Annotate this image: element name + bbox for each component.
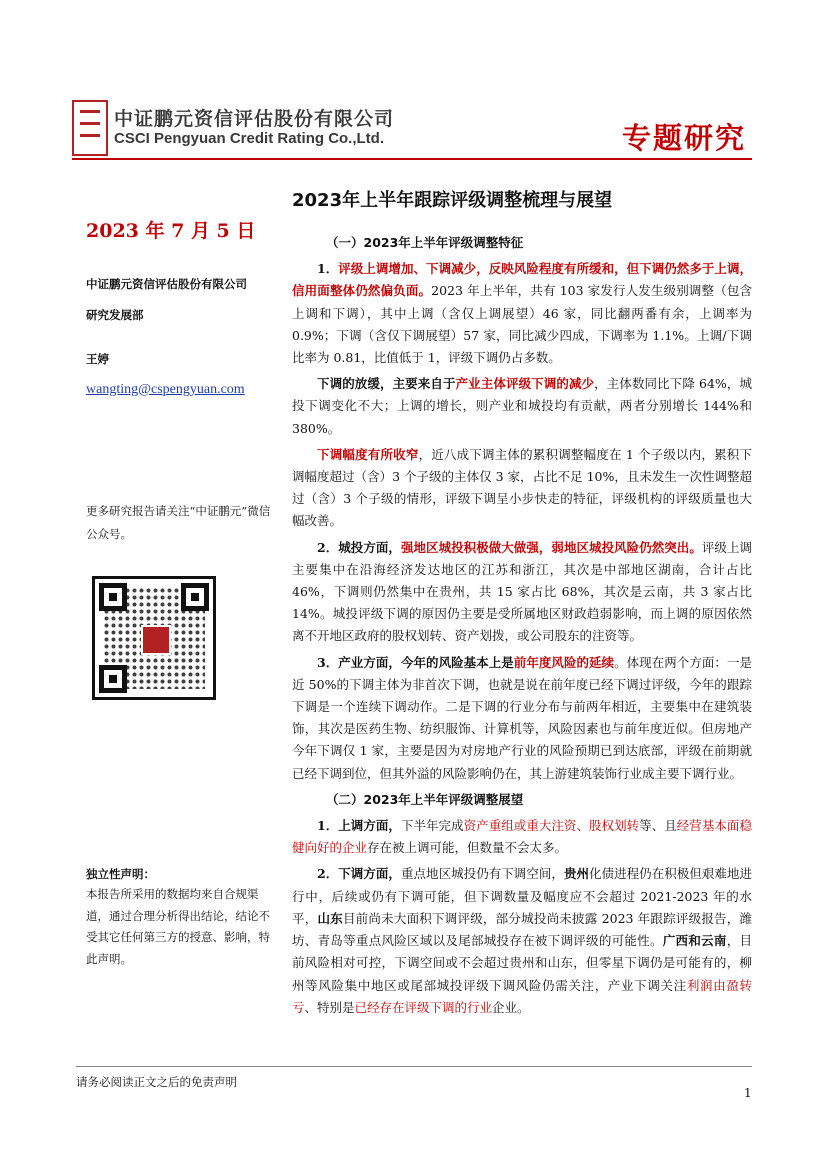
company-name-en: CSCI Pengyuan Credit Rating Co.,Ltd. bbox=[114, 130, 385, 147]
para-text: 企业。 bbox=[492, 999, 530, 1015]
page-number: 1 bbox=[744, 1086, 752, 1100]
qr-finder-top-right bbox=[181, 583, 209, 611]
para-text: 。体现在两个方面：一是近 50%的下调主体为非首次下调，也就是说在前年度已经下调过评级，今年的跟踪下调是一个连续下调动作。二是下调的行业分布与前两年相近，主要集中在建筑装饰，其次是医药生物、纺织服饰、计算机等，风险因素也与前年度近似。但房地产今年下调仅 1 家，主要是因为对房地产行业的风险预期已到达底部，评级在前期就已经下调到位，但其外溢的风险影响仍在，其上游建筑装饰行业成主要下调行业。 bbox=[292, 654, 752, 781]
para-text: 存在被上调可能，但数量不会太多。 bbox=[367, 840, 568, 856]
para-text: ，近八成下调主体的累积调整幅度在 1 个子级以内，累积下调幅度超过（含）3 个子级的主体仅 3 家，占比不足 10%，且未发生一次性调整超过（含）3 个子级的情形，评级下调呈小步快走的特征，评级机构的评级质量也大幅改善。 bbox=[292, 446, 752, 529]
report-date: 2023 年 7 月 5 日 bbox=[86, 220, 256, 242]
para-text: 评级上调主要集中在沿海经济发达地区的江苏和浙江，其次是中部地区湖南，合计占比 46%，下调则仍然集中在贵州，共 15 家占比 68%，其次是云南，共 3 家占比 14%。城投评级下调的原因仍主要是受所属地区财政趋弱影响，而上调的原因依然离不开地区政府的股权划转、资产划拨，或公司股东的注资等。 bbox=[292, 539, 752, 644]
para-text: 下半年完成 bbox=[400, 818, 464, 834]
region-name: 贵州 bbox=[563, 866, 590, 882]
para-text: 等、且 bbox=[639, 818, 677, 834]
paragraph-4 bbox=[292, 537, 752, 648]
author-name: 王婷 bbox=[86, 352, 109, 366]
author-email-link[interactable]: wangting@cspengyuan.com bbox=[86, 382, 245, 397]
paragraph-6 bbox=[292, 815, 752, 859]
para-lead: 2．城投方面， bbox=[317, 539, 401, 555]
paragraph-7 bbox=[292, 863, 752, 1018]
wechat-qr-code bbox=[92, 576, 216, 700]
highlight-text: 资产重组或重大注资、股权划转 bbox=[463, 818, 640, 834]
key-finding: 产业主体评级下调的减少 bbox=[455, 376, 595, 392]
company-name-cn: 中证鹏元资信评估股份有限公司 bbox=[114, 108, 395, 130]
para-text: 重点地区城投仍有下调空间， bbox=[400, 866, 564, 882]
region-name: 广西和云南 bbox=[662, 933, 727, 949]
para-lead: 下调的放缓，主要来自于 bbox=[317, 376, 456, 392]
main-content bbox=[292, 232, 752, 1023]
highlight-text: 利润由盈转亏 bbox=[292, 977, 752, 1015]
para-lead: 1．上调方面， bbox=[317, 818, 401, 834]
highlight-text: 已经存在评级下调的行业 bbox=[354, 999, 493, 1015]
author-department: 研究发展部 bbox=[86, 308, 144, 322]
paragraph-3 bbox=[292, 444, 752, 533]
independence-title: 独立性声明： bbox=[86, 867, 155, 881]
disclaimer-note: 请务必阅读正文之后的免责声明 bbox=[76, 1075, 237, 1089]
company-logo bbox=[72, 100, 108, 156]
para-text: ，目前风险相对可控，下调空间或不会超过贵州和山东，但零星下调仍是可能有的，柳州等风险集中地区或尾部城投评级下调风险仍需关注，产业下调关注 bbox=[292, 933, 752, 993]
para-text: 2023 年上半年，共有 103 家发行人发生级别调整（包含上调和下调），其中上调（含仅上调展望）46 家，同比翻两番有余，上调率为 0.9%；下调（含仅下调展望）57 家，同比减少四成，下调率为 1.1%。上调/下调比率为 0.81，比值低于 1，评级下调仍占多数。 bbox=[292, 283, 752, 366]
author-organization: 中证鹏元资信评估股份有限公司 bbox=[86, 277, 247, 291]
key-finding: 强地区城投积极做大做强，弱地区城投风险仍然突出。 bbox=[400, 539, 702, 555]
highlight-text: 经营基本面稳健向好的企业 bbox=[292, 818, 752, 856]
section-heading-1: （一）2023年上半年评级调整特征 bbox=[326, 235, 524, 250]
follow-note: 更多研究报告请关注“中证鹏元”微信公众号。 bbox=[86, 504, 271, 541]
para-text: 化债进程仍在积极但艰难地进行中，后续或仍有下调可能，但下调数量及幅度应不会超过 2021-2023 年的水平， bbox=[292, 866, 752, 926]
key-finding: 下调幅度有所收窄 bbox=[317, 446, 419, 462]
paragraph-5 bbox=[292, 652, 752, 785]
header-divider bbox=[72, 158, 752, 160]
key-finding: 前年度风险的延续 bbox=[513, 654, 615, 670]
region-name: 山东 bbox=[317, 910, 343, 926]
report-title: 2023年上半年跟踪评级调整梳理与展望 bbox=[292, 190, 613, 211]
para-text: 目前尚未大面积下调评级，部分城投尚未披露 2023 年跟踪评级报告，潍坊、青岛等重点风险区域以及尾部城投存在被下调评级的可能性。 bbox=[292, 910, 752, 949]
qr-finder-top-left bbox=[99, 583, 127, 611]
paragraph-1 bbox=[292, 258, 752, 369]
para-lead: 3．产业方面，今年的风险基本上是 bbox=[317, 654, 514, 670]
section-heading-2: （二）2023年上半年评级调整展望 bbox=[326, 791, 524, 807]
para-lead: 2．下调方面， bbox=[317, 866, 401, 882]
para-text: ，主体数同比下降 64%，城投下调变化不大；上调的增长，则产业和城投均有贡献，两者分别增长 144%和 380%。 bbox=[292, 376, 752, 436]
para-text: 、特别是 bbox=[304, 999, 355, 1015]
document-type: 专题研究 bbox=[622, 121, 747, 155]
footer-divider bbox=[76, 1066, 752, 1067]
paragraph-2 bbox=[292, 373, 752, 440]
para-number: 1． bbox=[317, 261, 339, 277]
qr-center-logo bbox=[141, 625, 171, 655]
qr-finder-bottom-left bbox=[99, 665, 127, 693]
independence-text: 本报告所采用的数据均来自合规渠道，通过合理分析得出结论，结论不受其它任何第三方的授意、影响，特此声明。 bbox=[86, 887, 270, 966]
key-finding: 评级上调增加、下调减少，反映风险程度有所缓和，但下调仍然多于上调，信用面整体仍然偏负面。 bbox=[292, 261, 752, 299]
